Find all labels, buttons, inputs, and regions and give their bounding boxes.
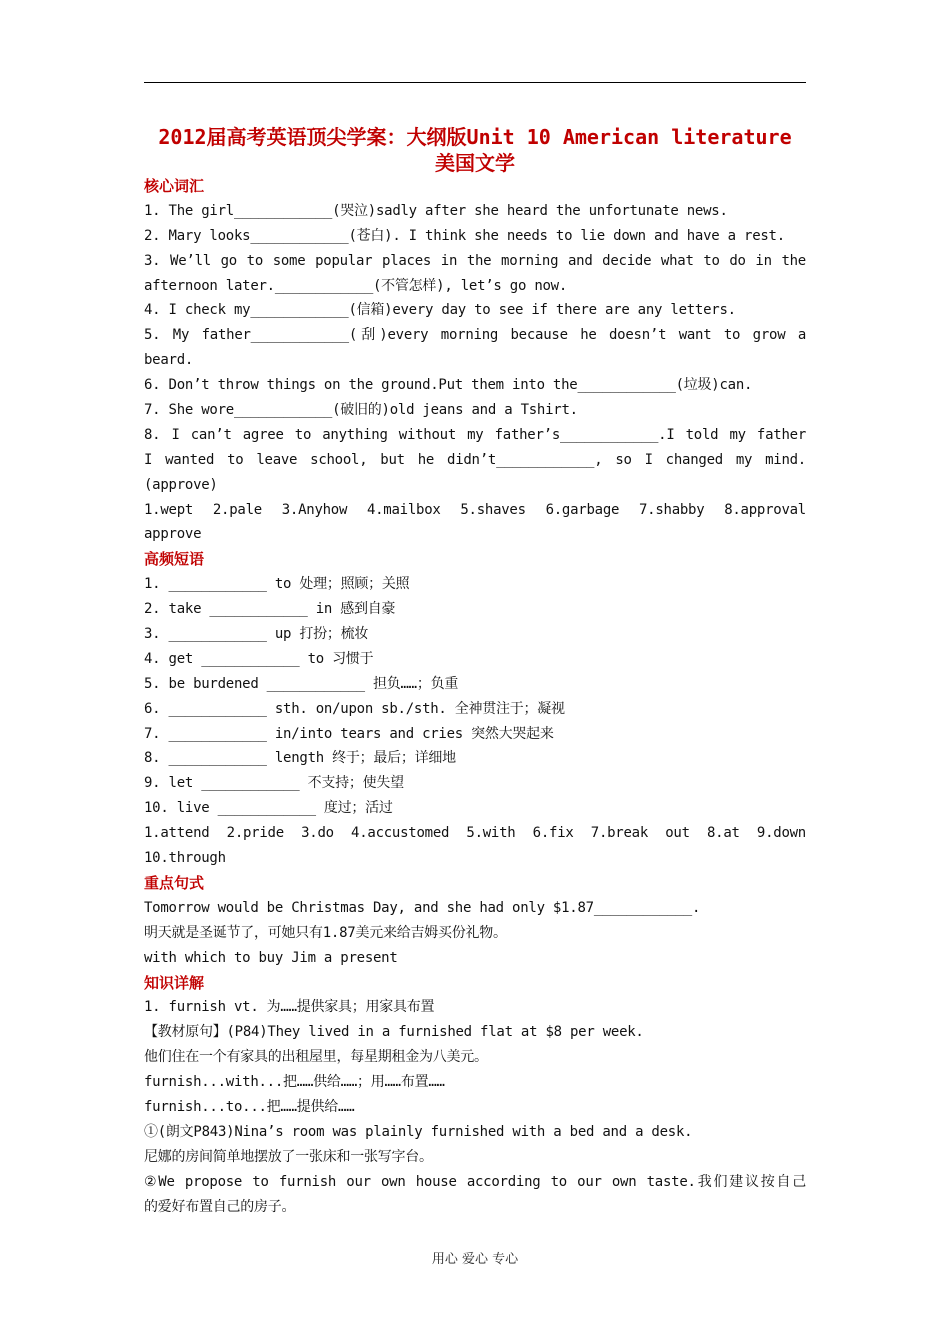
phrase-line: 7. ____________ in/into tears and cries 突然大哭起来	[144, 725, 554, 742]
vocab-line: 3. We’ll go to some popular places in the morning and decide what to do in the	[144, 252, 806, 269]
section-heading-sentences: 重点句式	[144, 873, 205, 892]
phrase-line: 8. ____________ length 终于；最后；详细地	[144, 750, 456, 767]
sentence-line: Tomorrow would be Christmas Day, and she had only $1.87____________.	[144, 899, 701, 916]
knowledge-line: 尼娜的房间简单地摆放了一张床和一张写字台。	[144, 1148, 433, 1165]
vocab-line: beard.	[144, 352, 194, 369]
sentence-line: with which to buy Jim a present	[144, 949, 398, 966]
knowledge-line: 他们住在一个有家具的出租屋里，每星期租金为八美元。	[144, 1049, 488, 1066]
phrase-line: 5. be burdened ____________ 担负……；负重	[144, 675, 459, 692]
knowledge-line: ①(朗文P843)Nina’s room was plainly furnished with a bed and a desk.	[144, 1123, 693, 1140]
knowledge-line: ②We propose to furnish our own house according to our own taste.我们建议按自己	[144, 1173, 806, 1190]
vocab-line: 5. My father____________(刮)every morning because he doesn’t want to grow a	[144, 327, 806, 344]
vocab-answers: 1.wept 2.pale 3.Anyhow 4.mailbox 5.shaves 6.garbage 7.shabby 8.approval	[144, 501, 806, 518]
vocab-line: I wanted to leave school, but he didn’t____________, so I changed my mind.	[144, 451, 806, 468]
document-body	[144, 174, 806, 1219]
header-rule	[144, 82, 806, 83]
knowledge-line: furnish...to...把……提供给……	[144, 1098, 355, 1115]
knowledge-line: 的爱好布置自己的房子。	[144, 1198, 296, 1215]
sentence-line: 明天就是圣诞节了，可她只有1.87美元来给吉姆买份礼物。	[144, 924, 507, 941]
vocab-line: 8. I can’t agree to anything without my father’s____________.I told my father	[144, 426, 806, 443]
section-heading-vocab: 核心词汇	[144, 177, 205, 195]
page-footer: 用心 爱心 专心	[431, 1252, 519, 1267]
phrase-line: 6. ____________ sth. on/upon sb./sth. 全神贯注于；凝视	[144, 700, 565, 717]
phrase-line: 1. ____________ to 处理；照顾；关照	[144, 576, 410, 593]
vocab-line: 4. I check my____________(信箱)every day to see if there are any letters.	[144, 302, 736, 319]
phrase-line: 3. ____________ up 打扮；梳妆	[144, 626, 369, 643]
phrase-answers: 1.attend 2.pride 3.do 4.accustomed 5.with 6.fix 7.break out 8.at 9.down	[144, 825, 806, 842]
phrase-answers: 10.through	[144, 850, 226, 867]
knowledge-line: 【教材原句】(P84)They lived in a furnished flat at $8 per week.	[144, 1024, 644, 1041]
page-title	[144, 124, 806, 176]
vocab-line: 2. Mary looks____________(苍白). I think she needs to lie down and have a rest.	[144, 227, 785, 244]
knowledge-line: 1. furnish vt. 为……提供家具；用家具布置	[144, 999, 435, 1016]
vocab-line: afternoon later.____________(不管怎样), let’s go now.	[144, 277, 568, 294]
vocab-line: 7. She wore____________(破旧的)old jeans and a Tshirt.	[144, 402, 578, 419]
vocab-line: 1. The girl____________(哭泣)sadly after she heard the unfortunate news.	[144, 202, 728, 219]
section-heading-knowledge: 知识详解	[144, 973, 205, 992]
phrase-line: 9. let ____________ 不支持；使失望	[144, 775, 404, 792]
phrase-line: 10. live ____________ 度过；活过	[144, 800, 393, 817]
section-heading-phrases: 高频短语	[144, 550, 205, 569]
vocab-line: (approve)	[144, 476, 218, 493]
title-line-2: 美国文学	[435, 151, 515, 175]
title-line-1: 2012届高考英语顶尖学案：大纲版Unit 10 American literature	[158, 125, 792, 149]
vocab-line: 6. Don’t throw things on the ground.Put them into the____________(垃圾)can.	[144, 377, 753, 394]
vocab-answers: approve	[144, 526, 202, 543]
phrase-line: 4. get ____________ to 习惯于	[144, 650, 374, 667]
knowledge-line: furnish...with...把……供给……；用……布置……	[144, 1074, 445, 1091]
phrase-line: 2. take ____________ in 感到自豪	[144, 601, 396, 618]
